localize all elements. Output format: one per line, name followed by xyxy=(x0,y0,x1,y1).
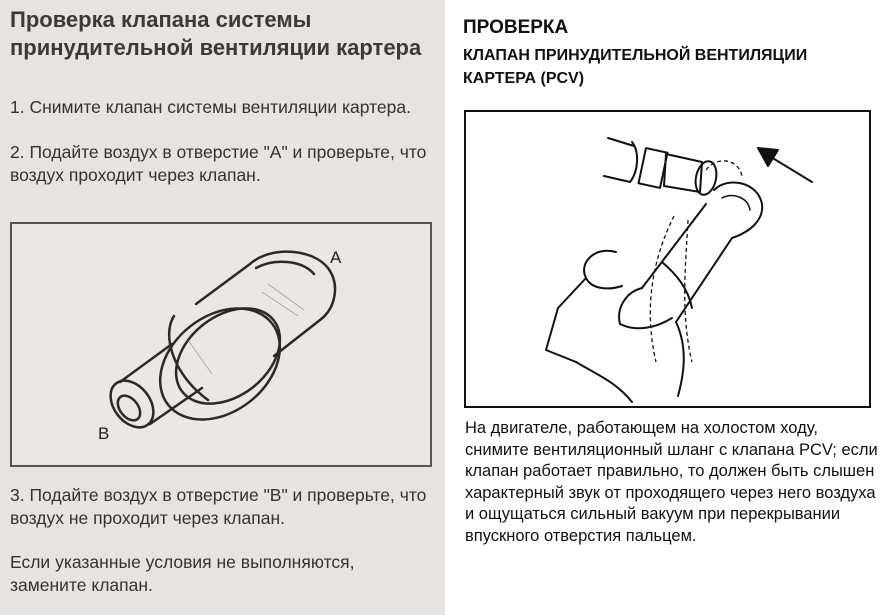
right-subtitle: КЛАПАН ПРИНУДИТЕЛЬНОЙ ВЕНТИЛЯЦИИ КАРТЕРА (PCV) xyxy=(463,47,808,87)
left-title: Проверка клапана системы принудительной вентиляции картера xyxy=(10,7,422,60)
step-1-text: 1. Снимите клапан системы вентиляции картера. xyxy=(10,97,411,117)
hand-on-valve-illustration xyxy=(466,112,869,406)
step-2-text: 2. Подайте воздух в отверстие "А" и проверьте, что воздух проходит через клапан. xyxy=(10,142,427,185)
pcv-finger-check-figure xyxy=(464,110,871,408)
right-title: ПРОВЕРКА xyxy=(463,17,569,38)
pcv-valve-figure xyxy=(10,222,432,467)
right-description: На двигателе, работающем на холостом ходу, снимите вентиляционный шланг с клапана PCV; если клапан работает правильно, то должен быть слышен характерный звук от проходящего через него воздуха и ощущаться сильный вакуум при перекрывании впускного отверстия пальцем. xyxy=(465,419,878,545)
step-4-text: Если указанные условия не выполняются, замените клапан. xyxy=(10,552,355,595)
port-b-label: B xyxy=(98,424,110,443)
right-page xyxy=(445,0,890,615)
step-3-text: 3. Подайте воздух в отверстие "В" и проверьте, что воздух не проходит через клапан. xyxy=(10,485,427,528)
port-a-label: A xyxy=(330,248,342,267)
pcv-valve-illustration xyxy=(12,224,430,465)
